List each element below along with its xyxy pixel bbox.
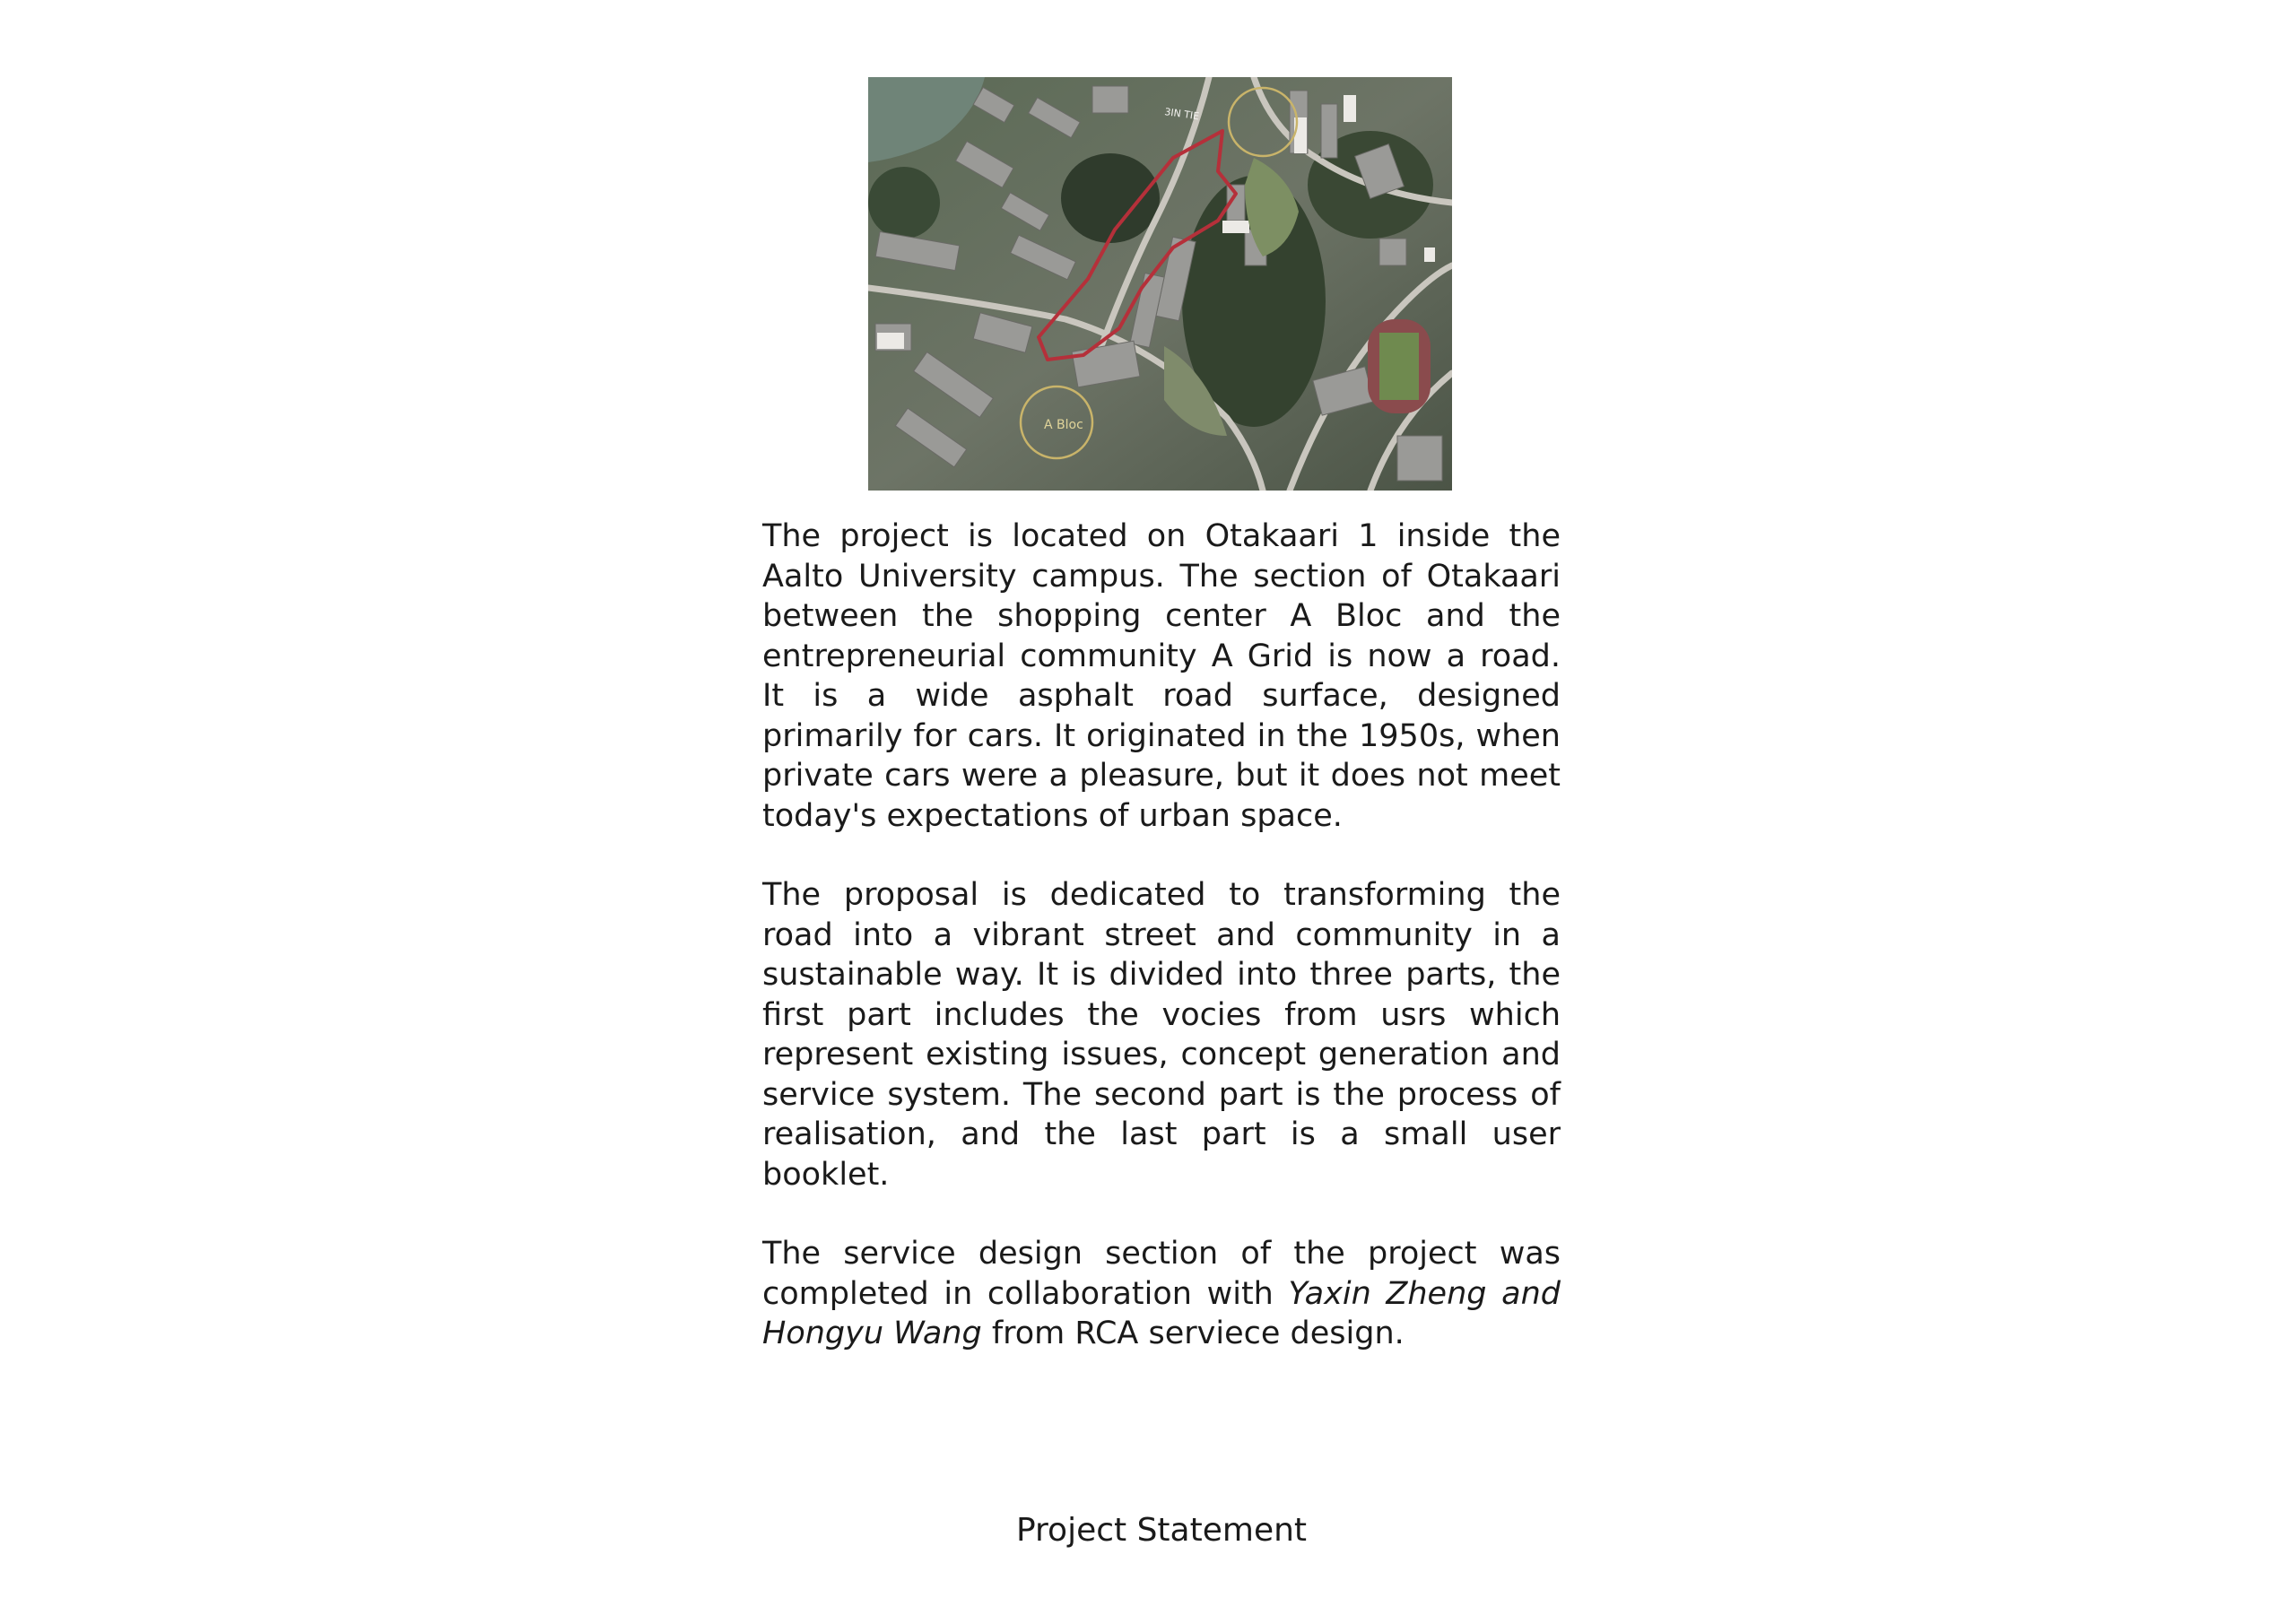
site-aerial-map: [868, 77, 1452, 491]
map-label-road-sign: 3IN TIE: [1163, 106, 1200, 123]
statement-paragraph-3: [762, 1234, 1561, 1354]
page-title: Project Statement: [1015, 1512, 1308, 1549]
statement-paragraph-3-end: from RCA serviece design.: [981, 1316, 1405, 1351]
project-statement-text: [762, 517, 1561, 1394]
statement-paragraph-1: The project is located on Otakaari 1 inside the Aalto University campus. The section of Otakaari between the shopping center A Bloc and the entrepreneurial community A Grid is now a road. It is a wide asphalt road surface, designed primarily for cars. It originated in the 1950s, when private cars were a pleasure, but it does not meet today's expectations of urban space.: [762, 518, 1561, 834]
collaborator-names: Yaxin Zheng and Hongyu Wang: [762, 1275, 1561, 1351]
map-label-a-bloc: A Bloc: [1044, 418, 1083, 432]
statement-paragraph-3-start: The service design section of the project was completed in collaboration with: [762, 1236, 1561, 1312]
statement-paragraph-2: The proposal is dedicated to transforming the road into a vibrant street and community in a sustainable way. It is divided into three parts, the first part includes the vocies from usrs which represent existing issues, concept generation and service system. The second part is the process of realisation, and the last part is a small user booklet.: [762, 877, 1561, 1193]
